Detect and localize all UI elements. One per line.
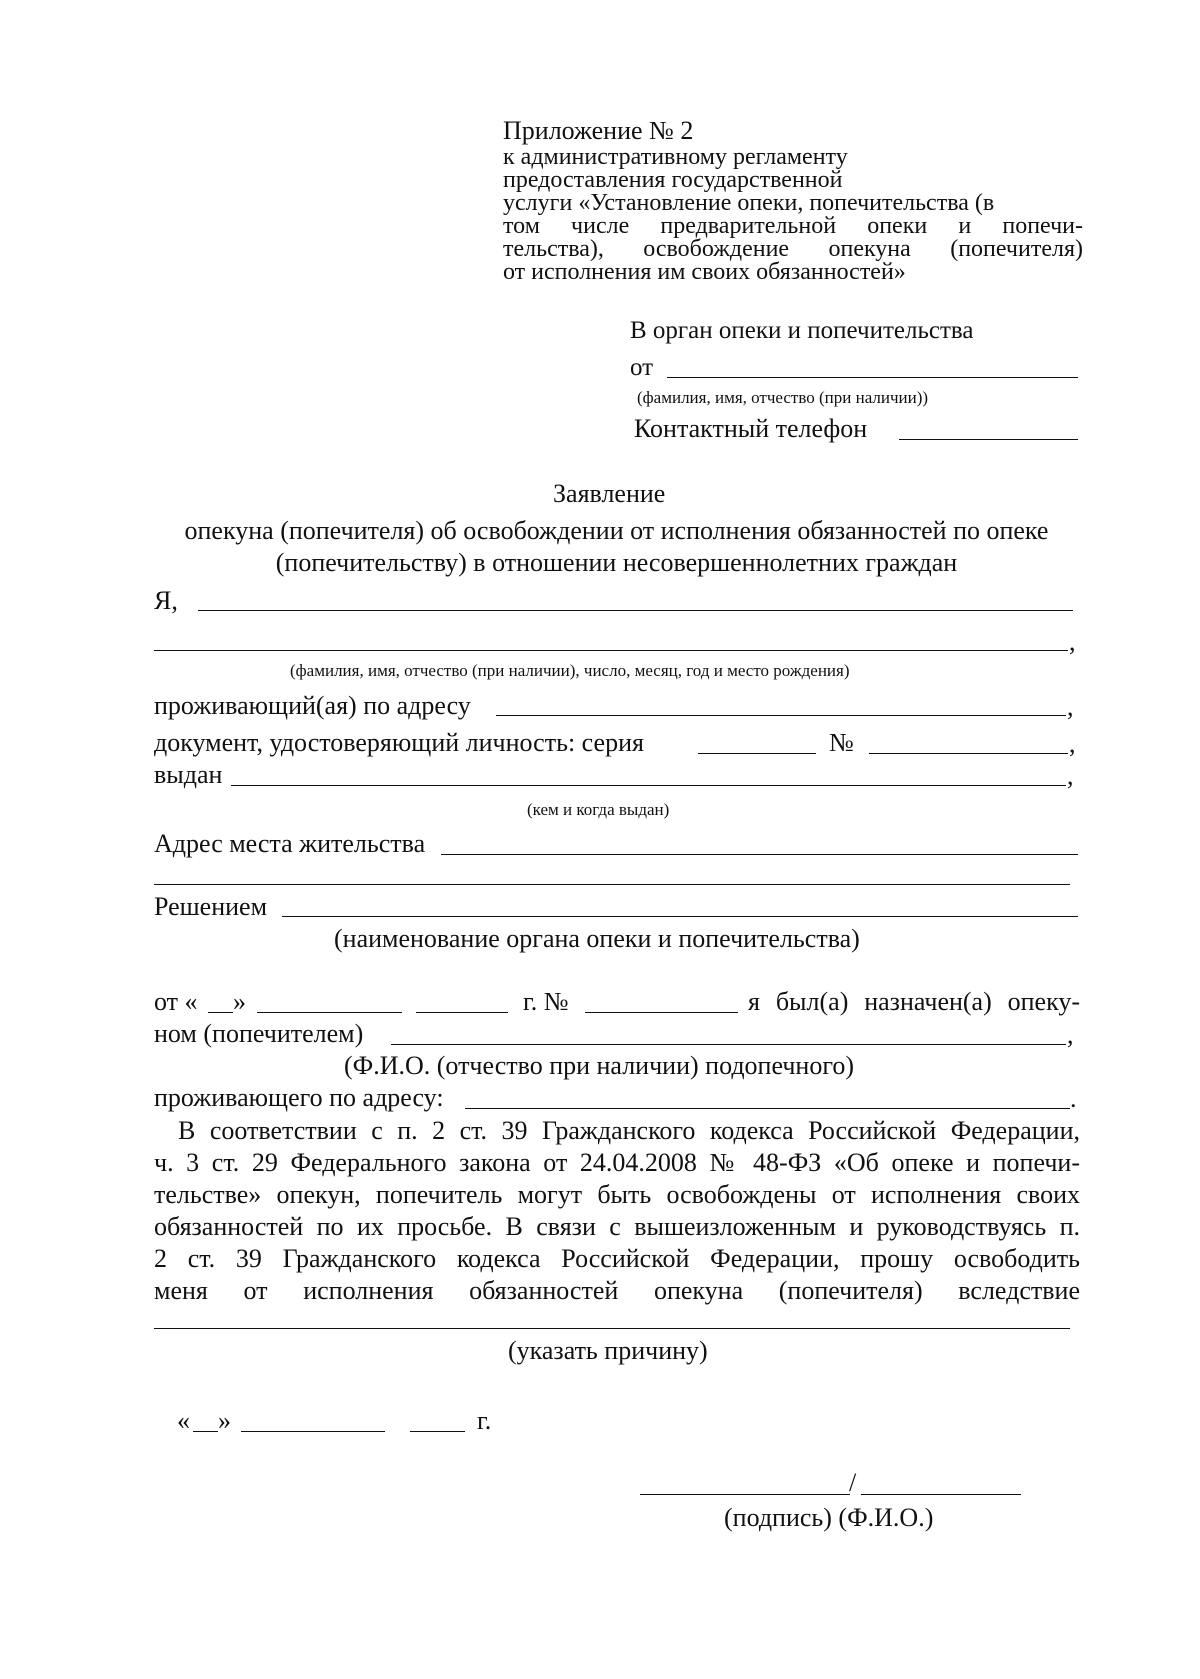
footer-year-field[interactable] [410,1431,465,1432]
residence-field[interactable] [441,854,1078,855]
issued-field[interactable] [231,785,1066,786]
ward-fio-field[interactable] [391,1044,1066,1045]
footer-date-open: « [177,1406,190,1435]
doc-series-field[interactable] [698,753,816,754]
ward-address-field[interactable] [465,1108,1070,1109]
comma: , [1069,627,1076,656]
address-label: проживающий(ая) по адресу [154,691,471,720]
signature-field[interactable] [640,1494,850,1495]
date-month-field[interactable] [257,1012,402,1013]
from-hint: (фамилия, имя, отчество (при наличии)) [637,388,929,407]
year-number-label: г. № [523,987,569,1016]
signature-slash: / [849,1468,857,1497]
issued-label: выдан [154,760,223,789]
body-line: 2 ст. 39 Гражданского кодекса Российской Федерации, прошу освободить [154,1244,1080,1273]
document-subtitle: (попечительству) в отношении несовершеннолетних граждан [275,548,958,577]
address-field[interactable] [496,715,1066,716]
comma: , [1069,729,1076,758]
document-subtitle: опекуна (попечителя) об освобождении от исполнения обязанностей по опеке [184,516,1049,545]
fio-field-2[interactable] [154,650,1068,651]
date-year-field[interactable] [416,1012,508,1013]
signature-hint: (подпись) (Ф.И.О.) [724,1503,934,1532]
date-day-field[interactable] [208,1012,233,1013]
signature-fio-field[interactable] [861,1494,1021,1495]
appointed-text: я был(а) назначен(а) опеку- [748,987,1080,1016]
appendix-line: услуги «Установление опеки, попечительства (в [503,190,995,216]
ward-hint: (Ф.И.О. (отчество при наличии) подопечного) [344,1051,855,1080]
body-line: ч. 3 ст. 29 Федерального закона от 24.04.2008 № 48-ФЗ «Об опеке и попечи- [154,1148,1080,1177]
addressee-to: В орган опеки и попечительства [630,317,974,344]
comma: , [1067,692,1074,721]
date-close-quote: » [233,987,246,1016]
phone-field[interactable] [899,439,1078,440]
date-from-label: от « [154,987,198,1016]
decision-label: Решением [154,892,268,921]
residence-label: Адрес места жительства [154,829,426,858]
fio-field[interactable] [198,610,1073,611]
appendix-line: том числе предварительной опеки и попечи- [503,213,1083,239]
num-sign: № [829,728,854,757]
body-line: В соответствии с п. 2 ст. 39 Гражданского кодекса Российской Федерации, [178,1116,1080,1145]
comma: , [1067,761,1074,790]
decision-field[interactable] [282,916,1078,917]
from-label: от [630,354,654,381]
period: . [1070,1084,1077,1113]
fio-hint: (фамилия, имя, отчество (при наличии), число, месяц, год и место рождения) [290,661,850,680]
document-title: Заявление [553,479,666,508]
comma: , [1067,1020,1074,1049]
ward-address-label: проживающего по адресу: [154,1083,444,1112]
doc-label: документ, удостоверяющий личность: серия [154,728,644,757]
footer-month-field[interactable] [241,1431,385,1432]
footer-date-close: » [218,1406,231,1435]
residence-field-2[interactable] [154,884,1070,885]
body-line: тельстве» опекун, попечитель могут быть освобождены от исполнения своих [154,1180,1080,1209]
reason-field[interactable] [154,1328,1070,1329]
issued-hint: (кем и когда выдан) [527,800,670,819]
footer-day-field[interactable] [193,1431,218,1432]
appendix-line: Приложение № 2 [503,116,694,145]
footer-year-label: г. [477,1406,492,1435]
reason-hint: (указать причину) [508,1336,708,1365]
decision-hint: (наименование органа опеки и попечительства) [334,924,860,953]
doc-number-field[interactable] [869,753,1068,754]
ya-label: Я, [154,586,178,615]
body-line: меня от исполнения обязанностей опекуна (попечителя) вследствие [154,1276,1080,1305]
phone-label: Контактный телефон [634,414,868,443]
appendix-line: к административному регламенту [503,144,848,170]
appendix-line: предоставления государственной [503,167,843,193]
appendix-line: от исполнения им своих обязанностей» [503,259,906,285]
from-field[interactable] [667,377,1078,378]
appendix-line: тельства), освобождение опекуна (попечителя) [503,236,1083,262]
body-line: обязанностей по их просьбе. В связи с вышеизложенным и руководствуясь п. [154,1212,1080,1241]
guardian-label: ном (попечителем) [154,1019,364,1048]
decision-number-field[interactable] [585,1012,738,1013]
